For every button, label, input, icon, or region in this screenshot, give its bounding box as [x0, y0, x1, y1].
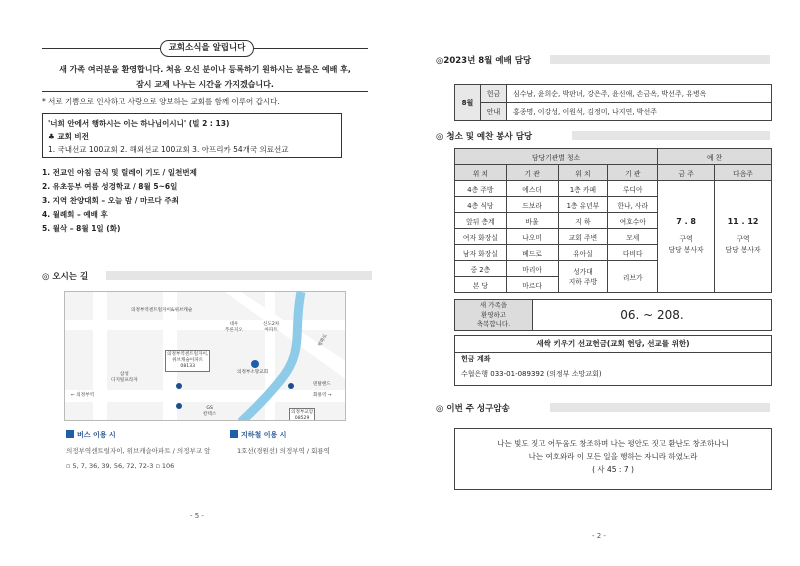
cell: 교회 주변: [558, 229, 608, 245]
clean-title: ◎ 청소 및 예찬 봉사 담당: [436, 132, 533, 142]
welcome-line-2: 잠시 교제 나누는 시간을 가지겠습니다.: [136, 80, 274, 89]
worship-month: 8월: [455, 85, 481, 121]
directions-title: ◎ 오시는 길: [42, 272, 89, 282]
bus-stop-text: 의정부역센트럴자이, 위브캐슬아파트 / 의정부교 앞: [66, 447, 211, 455]
col-next-week: 다음주: [715, 165, 772, 181]
next-week-praise: [715, 181, 772, 293]
cell: 바울: [506, 213, 558, 229]
cell: 나오미: [506, 229, 558, 245]
notice-list: [42, 166, 197, 236]
bus-section-title: 버스 이용 시: [77, 431, 116, 439]
map-label-station-right: 회룡역 →: [313, 393, 332, 398]
col-location: 위 치: [455, 165, 507, 181]
memory-verse-line: 나는 빛도 짓고 어두움도 창조하며 나는 평안도 짓고 환난도 창조하나니: [497, 439, 729, 448]
notice-item: 5. 월삭 – 8월 1일 (화): [42, 224, 121, 233]
subway-icon: [230, 430, 238, 438]
map-label-top-building: 의정부역센트럴자이&위브캐슬: [131, 308, 193, 313]
welcome-line-1: 새 가족 여러분을 환영합니다. 처음 오신 분이나 등록하기 원하시는 분들은 예배 후,: [59, 65, 351, 74]
map-label-daewoo: 대우 푸른지오: [225, 322, 243, 333]
map-label-station-left: ← 의정부역: [71, 393, 95, 398]
welcome-text: [42, 62, 368, 92]
memory-verse-title-bar: [550, 403, 770, 412]
map-label-road: 평화로: [317, 333, 329, 348]
cell: 한나, 사라: [608, 197, 658, 213]
new-family-box: [454, 299, 772, 331]
subway-stop-text: 1호선(경원선) 의정부역 / 회룡역: [237, 447, 330, 455]
news-title: 교회소식을 알립니다: [160, 40, 254, 57]
col-org: 기 관: [608, 165, 658, 181]
directions-title-bar: [106, 271, 372, 280]
vision-label: ♣ 교회 비전: [48, 132, 89, 141]
page-number-left: - 5 -: [190, 512, 204, 520]
theme-verse: '너희 안에서 행하시는 이는 하나님이시니' (빌 2 : 13): [48, 119, 230, 128]
map-label-sindo: 신도2차 아파트: [263, 322, 280, 333]
cell: 모세: [608, 229, 658, 245]
cell: 드보라: [506, 197, 558, 213]
page-number-right: - 2 -: [592, 532, 606, 540]
cell: 리브가: [608, 261, 658, 293]
col-org: 기 관: [506, 165, 558, 181]
location-map: [64, 291, 346, 421]
vision-text: 1. 국내선교 100교회 2. 해외선교 100교회 3. 아프리카 54개국 의료선교: [48, 145, 289, 154]
memory-verse-title: ◎ 이번 주 성구암송: [436, 404, 510, 414]
new-family-label: 새 가족을 환영하고 축복합니다.: [455, 300, 533, 330]
notice-item: 3. 지역 찬양대회 – 오늘 밤 / 마르다 주최: [42, 196, 179, 205]
map-label-dental: 덴탈랜드: [313, 382, 331, 387]
cell: 남자 화장실: [455, 245, 507, 261]
col-location: 위 치: [558, 165, 608, 181]
this-week-text: 구역 담당 봉사자: [668, 235, 704, 254]
vision-box: [42, 113, 342, 158]
notice-item: 1. 전교인 아침 금식 및 릴레이 기도 / 일천번제: [42, 168, 197, 177]
memory-verse-box: [454, 428, 772, 490]
notice-item: 2. 유초등부 여름 성경학교 / 8월 5~6일: [42, 182, 178, 191]
mission-account: 수협은행 033-01-089392 (의정부 소망교회): [461, 370, 602, 378]
mission-offering-box: [454, 335, 772, 386]
welcome-rule: [42, 91, 368, 92]
this-week-praise: [658, 181, 715, 293]
this-week-num: 7 . 8: [676, 217, 696, 226]
cell: 1층 카페: [558, 181, 608, 197]
map-label-samsung: 삼성 디지털프라자: [111, 372, 138, 383]
bus-lines-text: ▫ 5, 7, 36, 39, 56, 72, 72-3 ▫ 106: [66, 462, 175, 470]
map-label-church: 의정부소망교회: [237, 370, 269, 375]
cell: 마르다: [506, 277, 558, 293]
offering-names: 심수남, 윤희순, 박판녀, 강은주, 윤신애, 손금옥, 박선주, 유병옥: [507, 85, 772, 103]
map-label-school: 의정부교암 08529: [289, 408, 315, 421]
memory-verse-ref: ( 사 45 : 7 ): [592, 465, 634, 474]
cell: 본 당: [455, 277, 507, 293]
worship-title-bar: [550, 55, 770, 64]
cell: 4층 주방: [455, 181, 507, 197]
next-week-text: 구역 담당 봉사자: [725, 235, 761, 254]
cell: 루디아: [608, 181, 658, 197]
subway-section-title: 지하철 이용 시: [241, 431, 287, 439]
worship-table: [454, 84, 772, 121]
cell: 유아실: [558, 245, 608, 261]
map-label-central-apt: 의정부역센트럴자이, 위브캐슬아파트 08133: [165, 350, 210, 372]
cell: 성가대 지하 주방: [558, 261, 608, 293]
cell: 마리아: [506, 261, 558, 277]
subway-section: [230, 430, 286, 440]
memory-verse-line: 나는 여호와라 이 모든 일을 행하는 자니라 하였노라: [528, 452, 698, 461]
offering-label: 헌금: [481, 85, 507, 103]
table-row: [455, 181, 772, 197]
mission-title: 새싹 키우기 선교헌금(교회 헌당, 선교를 위한): [455, 336, 771, 353]
cell: 앞뒤 층계: [455, 213, 507, 229]
cell: 에스더: [506, 181, 558, 197]
cell: 여자 화장실: [455, 229, 507, 245]
cell: 베드로: [506, 245, 558, 261]
clean-title-bar: [572, 131, 770, 140]
col-this-week: 금 주: [658, 165, 715, 181]
next-week-num: 11 . 12: [727, 217, 759, 226]
cell: 다비다: [608, 245, 658, 261]
bus-icon: [66, 430, 74, 438]
notice-item: 4. 월례회 – 예배 후: [42, 210, 108, 219]
clean-header: 담당기관별 청소: [455, 149, 658, 165]
courtesy-note: * 서로 기쁨으로 인사하고 사랑으로 양보하는 교회를 함께 이루어 갑시다.: [42, 97, 280, 106]
cell: 지 하: [558, 213, 608, 229]
bus-section: [66, 430, 116, 440]
cell: 1층 유년부: [558, 197, 608, 213]
usher-label: 안내: [481, 103, 507, 121]
cell: 4층 식당: [455, 197, 507, 213]
cell: 중 2층: [455, 261, 507, 277]
new-family-number: 06. ~ 208.: [620, 308, 684, 322]
map-label-gs: GS 칼텍스: [203, 406, 217, 417]
praise-header: 예 찬: [658, 149, 772, 165]
clean-table: [454, 148, 772, 293]
mission-account-label: 헌금 계좌: [461, 355, 491, 363]
cell: 여호수아: [608, 213, 658, 229]
worship-title: ◎2023년 8월 예배 담당: [436, 56, 532, 66]
usher-names: 홍종명, 이강성, 이원석, 김정미, 나지연, 박선주: [507, 103, 772, 121]
